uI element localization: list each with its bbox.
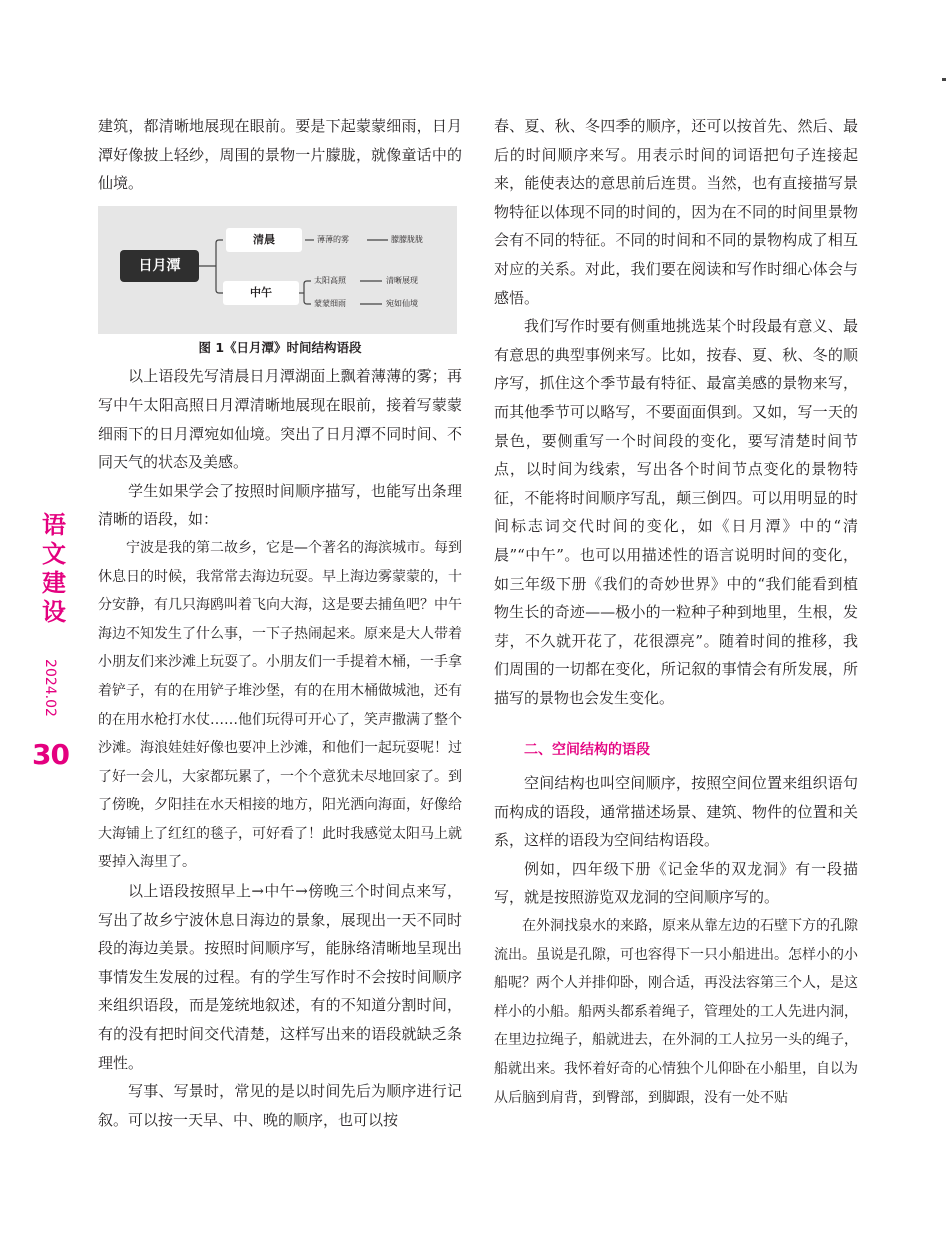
section-heading: 二、空间结构的语段 [524,742,650,759]
morning-node: 清晨 [226,228,302,252]
issue-date: 2024.02 [42,659,58,717]
paragraph: 例如，四年级下册《记金华的双龙洞》有一段描写，就是按照游览双龙洞的空间顺序写的。 [494,859,858,907]
paragraph: 学生如果学会了按照时间顺序描写，也能写出条理清晰的语段，如： [98,481,462,529]
figure-caption: 图 1《日月潭》时间结构语段 [198,339,362,355]
paragraph: 以上语段按照早上→中午→傍晚三个时间点来写，写出了故乡宁波休息日海边的景象，展现出一天不同时段的海边美景。按照时间顺序写，能脉络清晰地呈现出事情发生发展的过程。有的学生写作时不会按时间顺序来组织语段，而是笼统地叙述，有的不知道分割时间，有的没有把时间交代清楚，这样写出来的语段就缺乏条理性。 [98,882,462,1072]
left-column [98,112,462,1134]
paragraph: 我们写作时要有侧重地挑选某个时段最有意义、最有意思的典型事例来写。比如，按春、夏、秋、冬的顺序写，抓住这个季节最有特征、最富美感的景物来写，而其他季节可以略写，不要面面俱到。又如，写一天的景色，要侧重写一个时间段的变化，要写清楚时间节点，以时间为线索，写出各个时间节点变化的景物特征，不能将时间顺序写乱，颠三倒四。可以用明显的时间标志词交代时间的变化，如《日月潭》中的“清晨”“中午”。也可以用描述性的语言说明时间的变化，如三年级下册《我们的奇妙世界》中的“我们能看到植物生长的奇迹——极小的一粒种子种到地里，生根，发芽，不久就开花了，花很漂亮”。随着时间的推移，我们周围的一切都在变化，所记叙的事情会有所发展，所描写的景物也会发生变化。 [494,317,858,707]
paragraph: 建筑，都清晰地展现在眼前。要是下起蒙蒙细雨，日月潭好像披上轻纱，周围的景物一片朦胧，就像童话中的仙境。 [98,117,462,193]
example-quote: 在外洞找泉水的来路，原来从靠左边的石壁下方的孔隙流出。虽说是孔隙，可也容得下一只小船进出。怎样小的小船呢？两个人并排仰卧，刚合适，再没法容第三个人，是这样小的小船。船两头都系着绳子，管理处的工人先进内洞，在里边拉绳子，船就进去，在外洞的工人拉另一头的绳子，船就出来。我怀着好奇的心情独个儿仰卧在小船里，自以为从后脑到肩背，到臀部，到脚跟，没有一处不贴 [494,918,858,1106]
mind-map-figure [98,206,457,334]
page-number: 30 [32,738,69,771]
paragraph: 以上语段先写清晨日月潭湖面上飘着薄薄的雾；再写中午太阳高照日月潭清晰地展现在眼前，接着写蒙蒙细雨下的日月潭宛如仙境。突出了日月潭不同时间、不同天气的状态及美感。 [98,367,462,472]
leaf-label: 清晰展现 [386,275,418,285]
leaf-label: 太阳高照 [314,275,346,285]
leaf-label: 宛如仙境 [386,298,418,308]
root-node: 日月潭 [120,250,199,282]
paragraph: 写事、写景时，常见的是以时间先后为顺序进行记叙。可以按一天早、中、晚的顺序，也可以按 [98,1082,462,1129]
paragraph: 空间结构也叫空间顺序，按照空间位置来组织语句而构成的语段，通常描述场景、建筑、物件的位置和关系，这样的语段为空间结构语段。 [494,774,858,850]
right-column [494,112,858,1112]
page-edge-mark [942,78,946,81]
leaf-label: 薄薄的雾 [317,234,349,244]
leaf-label: 蒙蒙细雨 [314,298,346,308]
noon-node: 中午 [223,281,299,305]
leaf-label: 朦朦胧胧 [391,234,423,244]
example-quote: 宁波是我的第二故乡，它是—个著名的海滨城市。每到休息日的时候，我常常去海边玩耍。早上海边雾蒙蒙的，十分安静，有几只海鸥叫着飞向大海，这是要去捕鱼吧？中午海边不知发生了什么事，一下子热闹起来。原来是大人带着小朋友们来沙滩上玩耍了。小朋友们一手提着木桶，一手拿着铲子，有的在用铲子堆沙堡，有的在用木桶做城池，还有的在用水枪打水仗……他们玩得可开心了，笑声撒满了整个沙滩。海浪娃娃好像也要冲上沙滩，和他们一起玩耍呢！过了好一会儿，大家都玩累了，一个个意犹未尽地回家了。到了傍晚，夕阳挂在水天相接的地方，阳光洒向海面，好像给大海铺上了红红的毯子，可好看了！此时我感觉太阳马上就要掉入海里了。 [98,539,462,871]
paragraph: 春、夏、秋、冬四季的顺序，还可以按首先、然后、最后的时间顺序来写。用表示时间的词语把句子连接起来，能使表达的意思前后连贯。当然，也有直接描写景物特征以体现不同的时间的，因为在不同的时间里景物会有不同的特征。不同的时间和不同的景物构成了相互对应的关系。对此，我们要在阅读和写作时细心体会与感悟。 [494,117,858,307]
journal-title: 语文建设 [42,510,66,626]
